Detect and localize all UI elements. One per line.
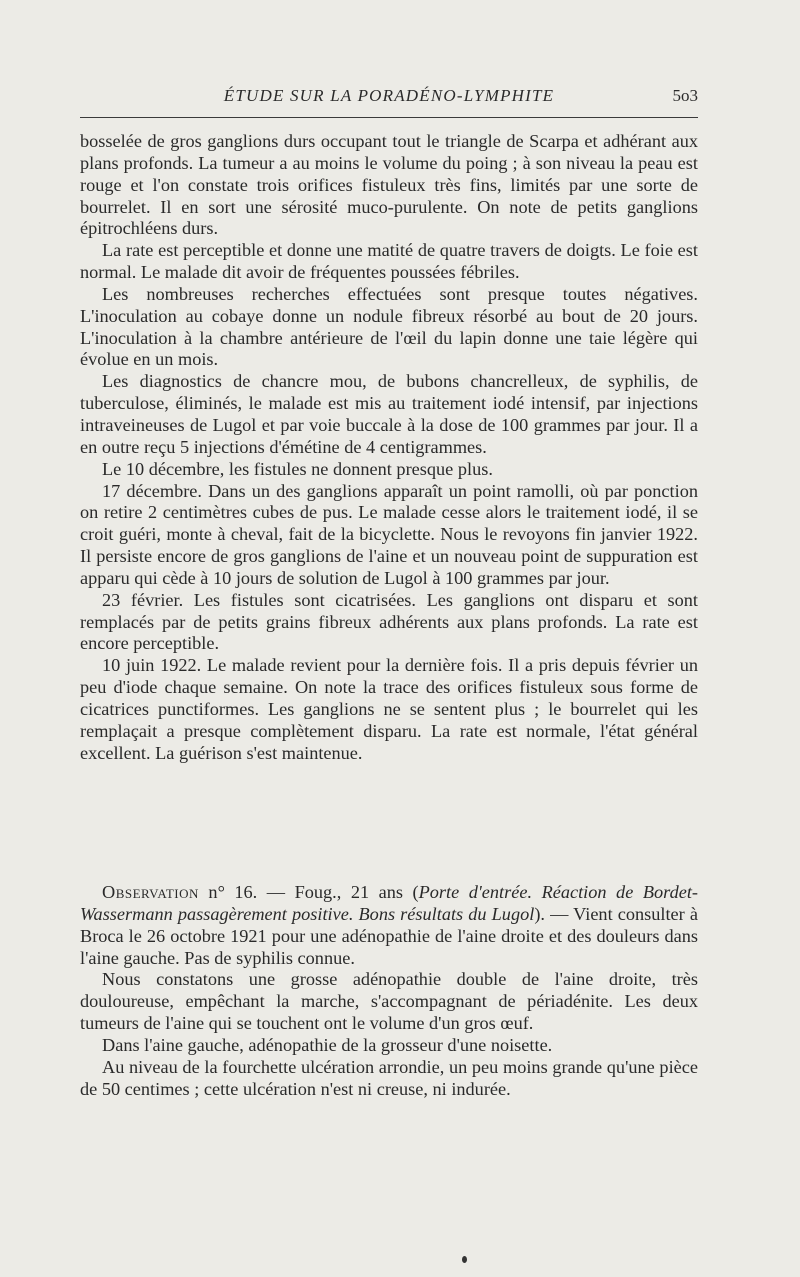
observation-16	[80, 882, 698, 1100]
running-title: ÉTUDE SUR LA PORADÉNO-LYMPHITE	[223, 86, 555, 105]
paragraph: La rate est perceptible et donne une matité de quatre travers de doigts. Le foie est normal. Le malade dit avoir de fréquentes poussées fébriles.	[80, 240, 698, 283]
paragraph: Nous constatons une grosse adénopathie double de l'aine droite, très douloureuse, empêchant la marche, s'accompagnant de périadénite. Les deux tumeurs de l'aine qui se touchent ont le volume d'un gros œuf.	[80, 969, 698, 1034]
observation-label: Observation	[102, 882, 199, 902]
page-number: 5o3	[672, 86, 698, 105]
observation-intro-text: ). — Vient consulter à Broca le 26 octobre 1921 pour une adénopathie de l'aine droite et des douleurs dans l'aine gauche. Pas de syphilis connue.	[80, 903, 698, 968]
paragraph: Les diagnostics de chancre mou, de bubons chancrelleux, de syphilis, de tuberculose, éliminés, le malade est mis au traitement iodé intensif, par injections intraveineuses de Lugol et par voie buccale à la dose de 100 grammes par jour. Il a en outre reçu 5 injections d'émétine de 4 centigrammes.	[80, 371, 698, 457]
paragraph: bosselée de gros ganglions durs occupant tout le triangle de Scarpa et adhérant aux plans profonds. La tumeur a au moins le volume du poing ; à son niveau la peau est rouge et l'on constate trois orifices fistuleux très fins, limités par une sorte de bourrelet. Il en sort une sérosité muco-purulente. On note de petits ganglions épitrochléens durs.	[80, 131, 698, 239]
observation-intro	[80, 882, 698, 969]
observation-patient: — Foug., 21 ans (	[257, 882, 419, 902]
paragraph: 10 juin 1922. Le malade revient pour la dernière fois. Il a pris depuis février un peu d'iode chaque semaine. On note la trace des orifices fistuleux sous forme de cicatrices punctiformes. Les ganglions ne se sentent plus ; le bourrelet qui les remplaçait a presque complètement disparu. La rate est normale, l'état général excellent. La guérison s'est maintenue.	[80, 655, 698, 763]
paragraph: Dans l'aine gauche, adénopathie de la grosseur d'une noisette.	[102, 1034, 553, 1055]
paragraph: Au niveau de la fourchette ulcération arrondie, un peu moins grande qu'une pièce de 50 centimes ; cette ulcération n'est ni creuse, ni indurée.	[80, 1056, 698, 1099]
paragraph: Les nombreuses recherches effectuées sont presque toutes négatives. L'inoculation au cobaye donne un nodule fibreux résorbé au bout de 20 jours. L'inoculation à la chambre antérieure de l'œil du lapin donne une taie légère qui évolue en un mois.	[80, 283, 698, 370]
page-header	[80, 86, 698, 112]
case-continuation	[80, 131, 698, 764]
header-rule	[80, 117, 698, 118]
paragraph: Le 10 décembre, les fistules ne donnent presque plus.	[102, 458, 493, 479]
observation-title: Porte d'entrée. Réaction de Bordet-Wassermann passagèrement positive. Bons résultats du Lugol	[80, 882, 698, 924]
printer-mark	[462, 1256, 467, 1263]
paragraph: 17 décembre. Dans un des ganglions apparaît un point ramolli, où par ponction on retire 2 centimètres cubes de pus. Le malade cesse alors le traitement iodé, il se croit guéri, monte à cheval, fait de la bicyclette. Nous le revoyons fin janvier 1922. Il persiste encore de gros ganglions de l'aine et un nouveau point de suppuration est apparu qui cède à 10 jours de solution de Lugol à 100 grammes par jour.	[80, 480, 698, 588]
paragraph: 23 février. Les fistules sont cicatrisées. Les ganglions ont disparu et sont remplacés par de petits grains fibreux adhérents aux plans profonds. La rate est encore perceptible.	[80, 589, 698, 654]
observation-number: n° 16.	[208, 882, 258, 902]
